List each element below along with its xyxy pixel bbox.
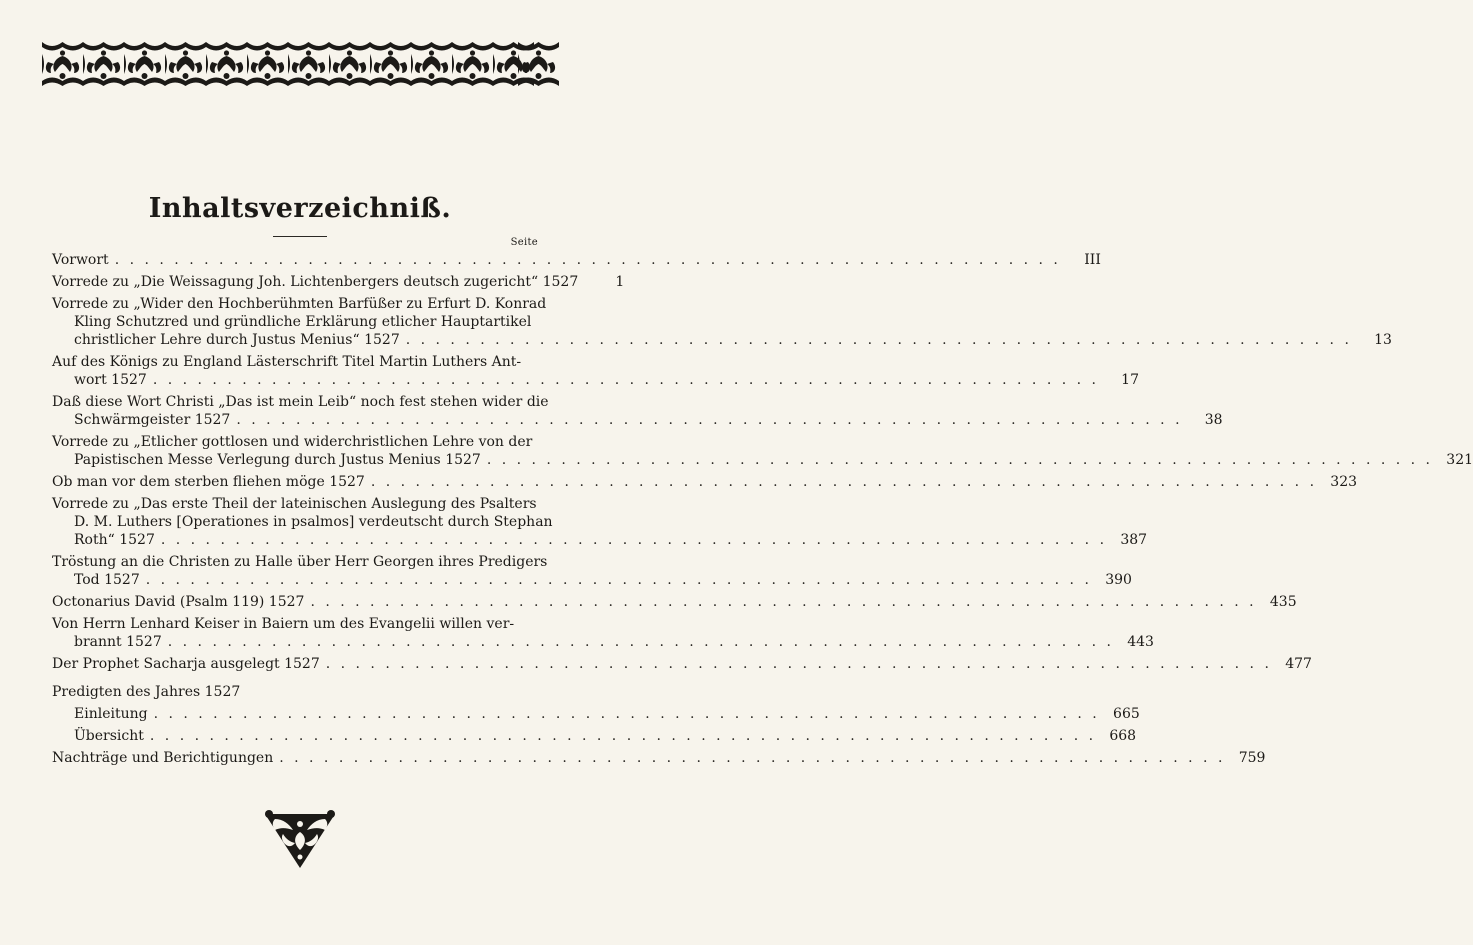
dot-leader [115, 251, 1061, 269]
toc-entry-line [52, 495, 540, 513]
toc-entry [52, 273, 625, 291]
toc-page-number: 1 [615, 274, 625, 290]
toc-entry [52, 473, 1358, 491]
toc-page-number: 387 [1120, 532, 1148, 548]
toc-entry-text: D. M. Luthers [Operationes in psalmos] verdeutscht durch Stephan [74, 514, 553, 530]
toc-entry [52, 683, 540, 701]
toc-page-number: 13 [1374, 332, 1392, 348]
toc-entry [52, 727, 1137, 745]
toc-page-number: 390 [1105, 572, 1132, 588]
toc-entry-text: Predigten des Jahres 1527 [52, 684, 241, 700]
toc-entry-text: Übersicht [74, 728, 144, 744]
toc-entry [52, 251, 1101, 269]
toc-entry [52, 295, 1392, 349]
toc-entry-line [52, 571, 1132, 589]
toc-entry-text: Vorrede zu „Wider den Hochberühmten Barfüßer zu Erfurt D. Konrad [52, 296, 547, 312]
floral-border-ornament [42, 40, 559, 88]
toc-entry-line [52, 353, 540, 371]
toc-entry-line [52, 553, 548, 571]
toc-entry-line [52, 655, 1312, 673]
toc-entry-text: Ob man vor dem sterben fliehen möge 1527 [52, 474, 365, 490]
toc-entry-text: Von Herrn Lenhard Keiser in Baiern um des Evangelii willen ver- [52, 616, 515, 632]
toc-entry-line [52, 705, 1140, 723]
toc-page-number: III [1084, 252, 1101, 268]
dot-leader [326, 655, 1272, 673]
table-of-contents [52, 251, 1473, 771]
toc-page-number: 668 [1109, 728, 1137, 744]
toc-page-number: 443 [1127, 634, 1154, 650]
toc-page-number: 665 [1113, 706, 1140, 722]
toc-entry-line [52, 313, 540, 331]
toc-entry-line [52, 433, 540, 451]
toc-entry-text: Octonarius David (Psalm 119) 1527 [52, 594, 305, 610]
toc-entry-line [52, 331, 1392, 349]
toc-entry [52, 393, 1223, 429]
toc-entry-text: Kling Schutzred und gründliche Erklärung etlicher Hauptartikel [74, 314, 532, 330]
dot-leader [279, 749, 1225, 767]
toc-entry [52, 553, 1132, 589]
toc-page-number: 323 [1330, 474, 1358, 490]
triangular-vignette-ornament [261, 810, 339, 872]
toc-entry [52, 353, 1139, 389]
toc-page-number: 17 [1121, 372, 1139, 388]
toc-entry [52, 615, 1154, 651]
dot-leader [153, 371, 1099, 389]
toc-entry-line [52, 411, 1223, 429]
toc-entry-text: Der Prophet Sacharja ausgelegt 1527 [52, 656, 320, 672]
toc-entry [52, 655, 1312, 673]
dot-leader [371, 473, 1317, 491]
toc-entry [52, 593, 1297, 611]
dot-leader [406, 331, 1352, 349]
toc-entry-line [52, 615, 540, 633]
title-underline-rule [273, 236, 327, 237]
toc-entry-text: Vorrede zu „Die Weissagung Joh. Lichtenbergers deutsch zugericht“ 1527 [52, 274, 579, 290]
toc-entry-line [52, 451, 1473, 469]
toc-page-number: 435 [1269, 594, 1297, 610]
toc-entry-line [52, 727, 1137, 745]
toc-entry [52, 495, 1148, 549]
toc-entry-text: christlicher Lehre durch Justus Menius“ 1527 [74, 332, 400, 348]
toc-entry-text: Roth“ 1527 [74, 532, 155, 548]
page-title: Inhaltsverzeichniß. [148, 193, 452, 224]
toc-entry-line [52, 593, 1297, 611]
toc-entry [52, 705, 1140, 723]
toc-entry-text: Vorrede zu „Etlicher gottlosen und widerchristlichen Lehre von der [52, 434, 533, 450]
toc-entry-line [52, 251, 1101, 269]
dot-leader [161, 531, 1107, 549]
toc-entry-text: Nachträge und Berichtigungen [52, 750, 274, 766]
toc-entry-line [52, 683, 540, 701]
dot-leader [146, 571, 1092, 589]
toc-entry-text: Vorrede zu „Das erste Theil der lateinischen Auslegung des Psalters [52, 496, 537, 512]
toc-entry-line [52, 633, 1154, 651]
toc-entry-text: Tod 1527 [74, 572, 140, 588]
toc-entry-line [52, 273, 625, 291]
toc-entry-line [52, 295, 547, 313]
toc-entry-line [52, 531, 1148, 549]
toc-entry-text: Daß diese Wort Christi „Das ist mein Leib“ noch fest stehen wider die [52, 394, 549, 410]
dot-leader [236, 411, 1182, 429]
toc-entry-text: Schwärmgeister 1527 [74, 412, 231, 428]
toc-page-number: 321 [1446, 452, 1473, 468]
toc-page-number: 477 [1285, 656, 1312, 672]
dot-leader [154, 705, 1100, 723]
toc-entry-line [52, 393, 549, 411]
toc-entry-text: wort 1527 [74, 372, 147, 388]
toc-entry-line [52, 749, 1266, 767]
toc-entry-text: Papistischen Messe Verlegung durch Justus Menius 1527 [74, 452, 481, 468]
dot-leader [310, 593, 1256, 611]
dot-leader [168, 633, 1114, 651]
toc-page-number: 38 [1204, 412, 1223, 428]
toc-entry-line [52, 371, 1139, 389]
toc-entry-text: Auf des Königs zu England Lästerschrift Titel Martin Luthers Ant- [52, 354, 522, 370]
page-column-label: Seite [510, 237, 538, 248]
dot-leader [487, 451, 1433, 469]
toc-entry [52, 749, 1266, 767]
toc-entry [52, 433, 1473, 469]
toc-entry-line [52, 473, 1358, 491]
toc-entry-line [52, 513, 553, 531]
toc-entry-text: Einleitung [74, 706, 148, 722]
toc-entry-text: Vorwort [52, 252, 109, 268]
toc-page-number: 759 [1238, 750, 1266, 766]
dot-leader [150, 727, 1096, 745]
toc-entry-text: Tröstung an die Christen zu Halle über Herr Georgen ihres Predigers [52, 554, 548, 570]
toc-entry-text: brannt 1527 [74, 634, 162, 650]
